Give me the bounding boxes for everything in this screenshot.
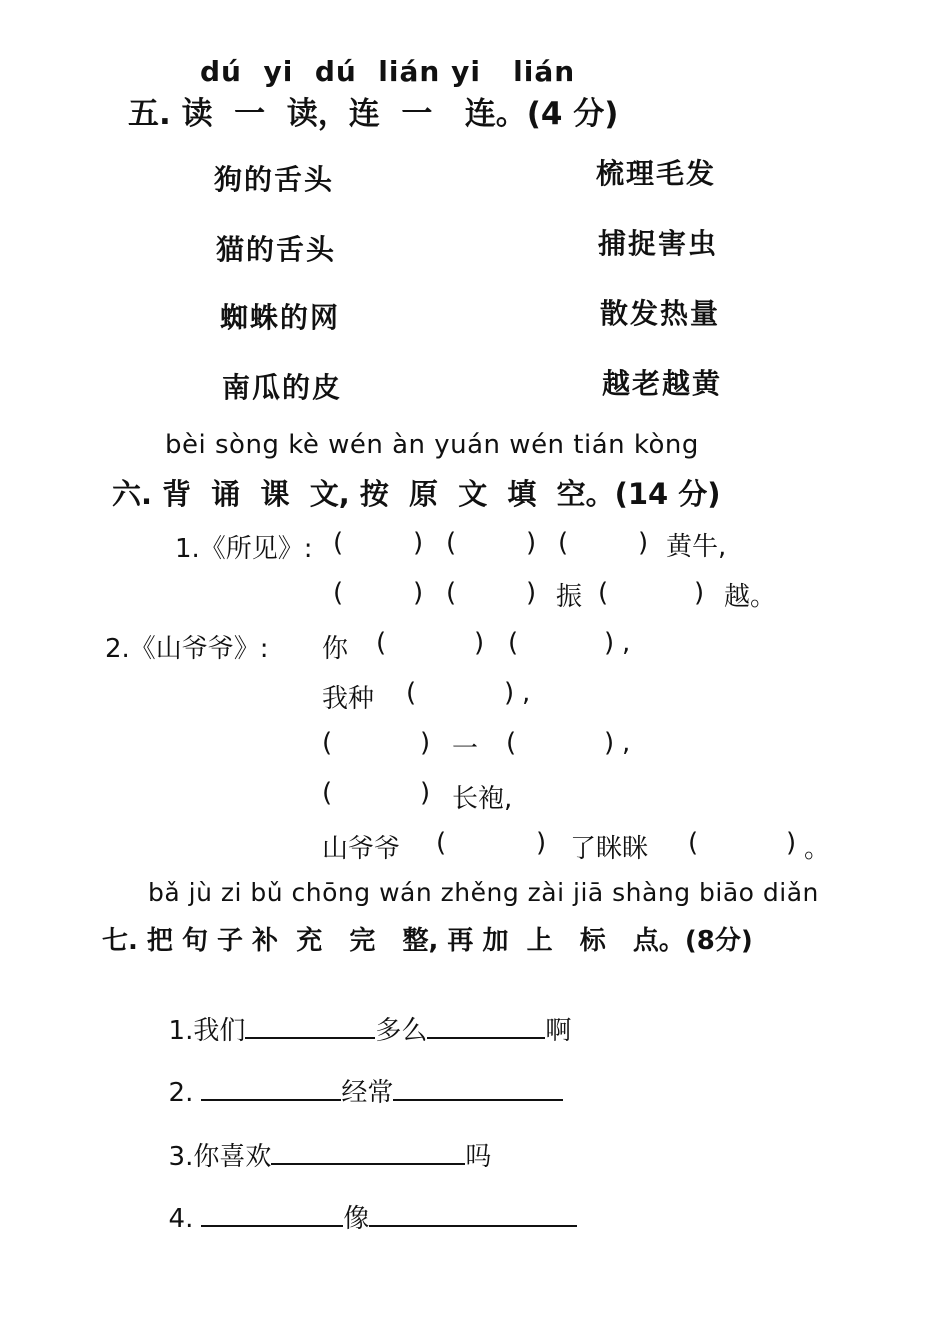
q1-end2: 越。 — [724, 582, 777, 612]
q1-mid2: 振 — [556, 582, 583, 612]
q2-line2-text: 我种 — [322, 684, 375, 714]
right-item-4: 越老越黄 — [602, 367, 723, 400]
blank-paren: ) — [638, 528, 649, 558]
blank-paren: ( — [508, 628, 519, 658]
blank-paren: ) — [504, 678, 515, 708]
blank-paren: ) — [786, 828, 797, 858]
blank-paren: ) — [413, 528, 424, 558]
section7-pinyin: bǎ jù zi bǔ chōng wán zhěng zài jiā shàng biāo diǎn — [148, 878, 819, 907]
q2-line1-text: 你 — [322, 634, 349, 664]
left-item-4: 南瓜的皮 — [222, 371, 343, 404]
q2-label: 2.《山爷爷》: — [105, 634, 269, 664]
q2-line4-end: 长袍, — [452, 784, 513, 814]
blank-paren: ( — [558, 528, 569, 558]
blank-paren: ) — [604, 628, 615, 658]
section7-title: 七. 把 句 子 补 充 完 整, 再 加 上 标 点。(8分) — [102, 926, 753, 956]
comma: , — [522, 678, 531, 708]
blank-paren: ) — [413, 578, 424, 608]
blank-paren: ( — [436, 828, 447, 858]
left-item-1: 狗的舌头 — [214, 163, 335, 196]
comma: , — [622, 728, 631, 758]
section6-title: 六. 背 诵 课 文, 按 原 文 填 空。(14 分) — [112, 477, 721, 511]
blank-paren: ) — [526, 578, 537, 608]
blank-paren: ( — [333, 578, 344, 608]
q1-end1: 黄牛, — [666, 532, 727, 562]
blank-paren: ( — [322, 728, 333, 758]
blank-paren: ( — [598, 578, 609, 608]
blank-paren: ( — [506, 728, 517, 758]
q1-label: 1.《所见》: — [175, 534, 313, 564]
q2-line3-mid: 一 — [452, 734, 479, 764]
right-item-3: 散发热量 — [600, 297, 721, 330]
s7-item-1: 1.我们 多么 啊 — [168, 1016, 572, 1046]
right-item-2: 捕捉害虫 — [598, 227, 719, 260]
period: 。 — [804, 834, 831, 864]
section6-pinyin: bèi sòng kè wén àn yuán wén tián kòng — [165, 430, 699, 460]
comma: , — [622, 628, 631, 658]
blank-paren: ( — [446, 578, 457, 608]
blank-paren: ) — [420, 728, 431, 758]
s7-item-2: 2. 经常 — [152, 1042, 563, 1109]
left-item-3: 蜘蛛的网 — [220, 301, 341, 334]
blank-paren: ( — [322, 778, 333, 808]
blank-paren: ) — [526, 528, 537, 558]
s7-item-4: 4. 像 — [152, 1168, 577, 1235]
right-item-1: 梳理毛发 — [596, 157, 717, 190]
s7-item-3: 3.你喜欢 吗 — [168, 1142, 492, 1172]
blank-paren: ( — [406, 678, 417, 708]
blank-paren: ( — [333, 528, 344, 558]
section5-title: 五. 读 一 读，连 一 连。(4 分) — [128, 96, 619, 132]
q2-line5-a: 山爷爷 — [322, 834, 401, 864]
blank-paren: ) — [420, 778, 431, 808]
blank-paren: ) — [604, 728, 615, 758]
blank-paren: ) — [536, 828, 547, 858]
blank-paren: ( — [446, 528, 457, 558]
blank-paren: ) — [694, 578, 705, 608]
left-item-2: 猫的舌头 — [216, 233, 337, 266]
blank-paren: ( — [376, 628, 387, 658]
q2-line5-b: 了眯眯 — [570, 834, 649, 864]
blank-paren: ) — [474, 628, 485, 658]
blank-paren: ( — [688, 828, 699, 858]
section5-pinyin: dú yi dú lián yi lián — [200, 55, 576, 88]
